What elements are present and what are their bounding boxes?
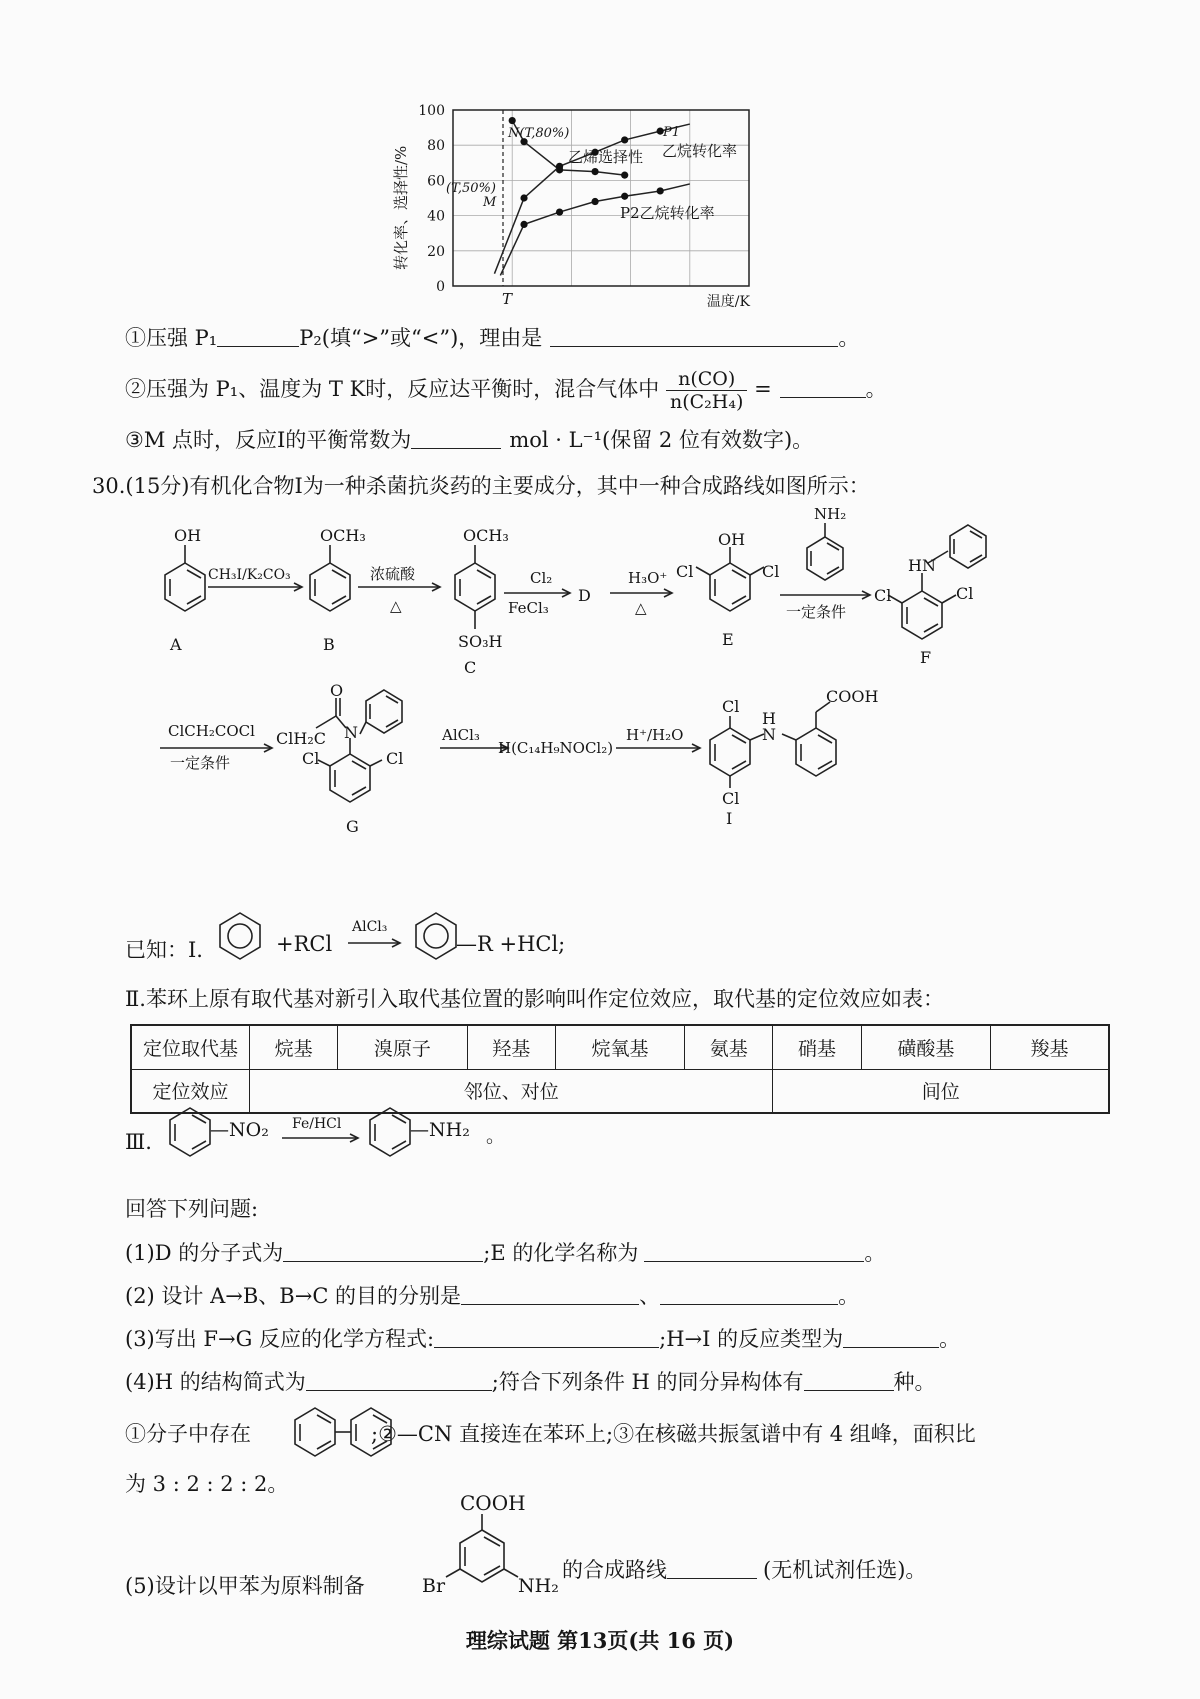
series-point-2 [657,187,664,194]
r2b: △ [390,597,402,615]
y-axis-label: 转化率、选择性/% [392,145,410,270]
F-hn: HN [908,556,936,575]
E-cl-right: Cl [762,562,780,581]
r7: AlCl₃ [442,726,480,744]
series-point-1 [520,194,527,201]
series-point-0 [509,117,516,124]
annotation-p2-conversion: P2乙烷转化率 [620,204,715,222]
meta-cell: 间位 [773,1069,1109,1113]
G-cl-right: Cl [386,749,404,768]
table-head: 磺酸基 [861,1025,990,1069]
target-structure [400,1490,560,1605]
B-och3: OCH₃ [320,526,366,545]
question-1: (1)D 的分子式为 ;E 的化学名称为 。 [125,1241,886,1265]
aniline-nh2: NH₂ [814,505,847,523]
target-cooh: COOH [460,1491,526,1515]
I-cl-bottom: Cl [722,789,740,808]
table-header-0: 定位取代基 [131,1025,250,1069]
known-1-start: 已知：Ⅰ. [125,938,203,962]
y-tick-label: 40 [427,208,445,225]
chart-grid [453,110,749,286]
label-G: G [346,817,359,836]
known-3-equation [158,1100,518,1160]
question-5-end: 的合成路线 (无机试剂任选)。 [562,1558,927,1582]
known-3-end: 。 [486,1125,506,1147]
target-br: Br [422,1575,446,1597]
ask-line: 回答下列问题: [125,1197,259,1221]
synthesis-scheme-row2 [150,680,910,840]
r4b: △ [635,599,647,617]
r6b: 一定条件 [170,754,231,772]
y-tick-label: 100 [418,103,445,119]
synthesis-scheme-row1 [130,505,1030,680]
table-head: 硝基 [773,1025,861,1069]
I-h: H [762,709,776,728]
x-axis-label: 温度/K [706,294,750,310]
q30-intro: 30.(15分)有机化合物Ⅰ为一种杀菌抗炎药的主要成分，其中一种合成路线如图所示： [92,474,870,498]
annotation-t50: (T,50%) [446,181,496,196]
y-tick-label: 80 [427,138,445,155]
question-2: (2) 设计 A→B、B→C 的目的分别是 、 。 [125,1284,860,1308]
H-formula: H(C₁₄H₉NOCl₂) [498,739,614,757]
target-nh2: NH₂ [518,1575,559,1597]
C-och3: OCH₃ [463,526,509,545]
biphenyl-structure [285,1400,405,1460]
G-o: O [330,681,344,700]
y-tick-label: 60 [427,173,445,190]
ratio-fraction: $\frac{n(CO)}{\text{n(C₂H₄)}}$ [666,368,747,413]
series-point-0 [621,172,628,179]
q29-part3: ③M 点时，反应Ⅰ的平衡常数为 mol · L⁻¹(保留 2 位有效数字)。 [125,428,814,452]
known-1-equation [210,905,590,965]
r4a: H₃O⁺ [628,569,668,587]
E-oh: OH [718,530,746,549]
known-1-rcl: +RCl [276,932,333,956]
table-row-label: 定位效应 [131,1069,250,1113]
annotation-p1: P1 [663,125,681,140]
series-point-1 [556,163,563,170]
known-3-cat: Fe/HCl [292,1116,342,1132]
annotation-n-point: N(T,80%) [508,126,570,141]
label-I: I [726,809,733,828]
known-1-cat: AlCl₃ [352,919,388,935]
label-C: C [464,658,477,677]
r8: H⁺/H₂O [626,726,684,744]
label-A: A [170,635,182,654]
annotation-p1-conversion: 乙烷转化率 [662,142,738,160]
series-line-2 [500,184,689,276]
table-head: 氨基 [685,1025,773,1069]
G-n: N [344,723,358,742]
known-3-no2: —NO₂ [210,1119,269,1141]
r5: 一定条件 [786,603,847,621]
condition-2: 为 3 : 2 : 2 : 2。 [125,1472,289,1496]
x-tick-t: T [501,290,513,308]
question-4: (4)H 的结构简式为 ;符合下列条件 H 的同分异构体有 种。 [125,1370,936,1394]
series-point-1 [621,136,628,143]
table-head: 羟基 [467,1025,555,1069]
I-cl-top: Cl [722,697,740,716]
r2: 浓硫酸 [370,565,416,583]
series-point-0 [591,168,598,175]
r3a: Cl₂ [530,569,553,587]
E-cl-left: Cl [676,562,694,581]
G-cl-left: Cl [302,749,320,768]
label-B: B [323,635,335,654]
table-head: 烷基 [250,1025,338,1069]
q29-part1: ①压强 P₁ P₂(填“>”或“<”)，理由是 。 [125,326,860,350]
q29-part2: ②压强为 P₁、温度为 T K时，反应达平衡时，混合气体中 $\frac{n(CO)}{\text{n(C₂H₄)}}$ = 。 [125,368,887,413]
F-cl-right: Cl [956,584,974,603]
known-3-start: Ⅲ. [125,1130,152,1154]
annotation-m-point: M [483,195,497,210]
conversion-selectivity-chart [380,100,800,315]
I-cooh: COOH [826,687,879,706]
G-clh2c: ClH₂C [276,729,326,748]
known-1-product: —R +HCl; [456,932,566,956]
series-point-2 [621,193,628,200]
r6a: ClCH₂COCl [168,722,255,740]
A-oh: OH [174,526,202,545]
series-point-2 [591,198,598,205]
label-E: E [722,630,734,649]
label-D: D [578,586,591,605]
I-n: N [762,725,776,744]
F-cl-left: Cl [874,586,892,605]
table-head: 溴原子 [338,1025,467,1069]
question-5-start: (5)设计以甲苯为原料制备 [125,1574,365,1598]
condition-1: ①分子中存在 ;②—CN 直接连在苯环上;③在核磁共振氢谱中有 4 组峰，面积比 [125,1422,976,1446]
y-tick-labels [418,103,445,295]
label-F: F [920,648,932,667]
annotation-ethylene-selectivity: 乙烯选择性 [568,148,644,166]
y-tick-label: 20 [427,243,445,260]
r1: CH₃I/K₂CO₃ [208,567,291,583]
known-3-nh2: —NH₂ [410,1119,470,1141]
table-head: 羧基 [991,1025,1110,1069]
known-2: Ⅱ.苯环上原有取代基对新引入取代基位置的影响叫作定位效应，取代基的定位效应如表： [125,987,944,1011]
question-3: (3)写出 F→G 反应的化学方程式: ;H→I 的反应类型为 。 [125,1327,961,1351]
plot-frame [453,110,749,286]
series-point-2 [520,221,527,228]
ortho-para-cell: 邻位、对位 [250,1069,773,1113]
page-footer: 理综试题 第13页(共 16 页) [465,1628,735,1653]
table-head: 烷氧基 [555,1025,684,1069]
C-so3h: SO₃H [458,632,503,651]
r3b: FeCl₃ [508,599,549,617]
y-tick-label: 0 [436,279,445,295]
series-point-2 [556,208,563,215]
